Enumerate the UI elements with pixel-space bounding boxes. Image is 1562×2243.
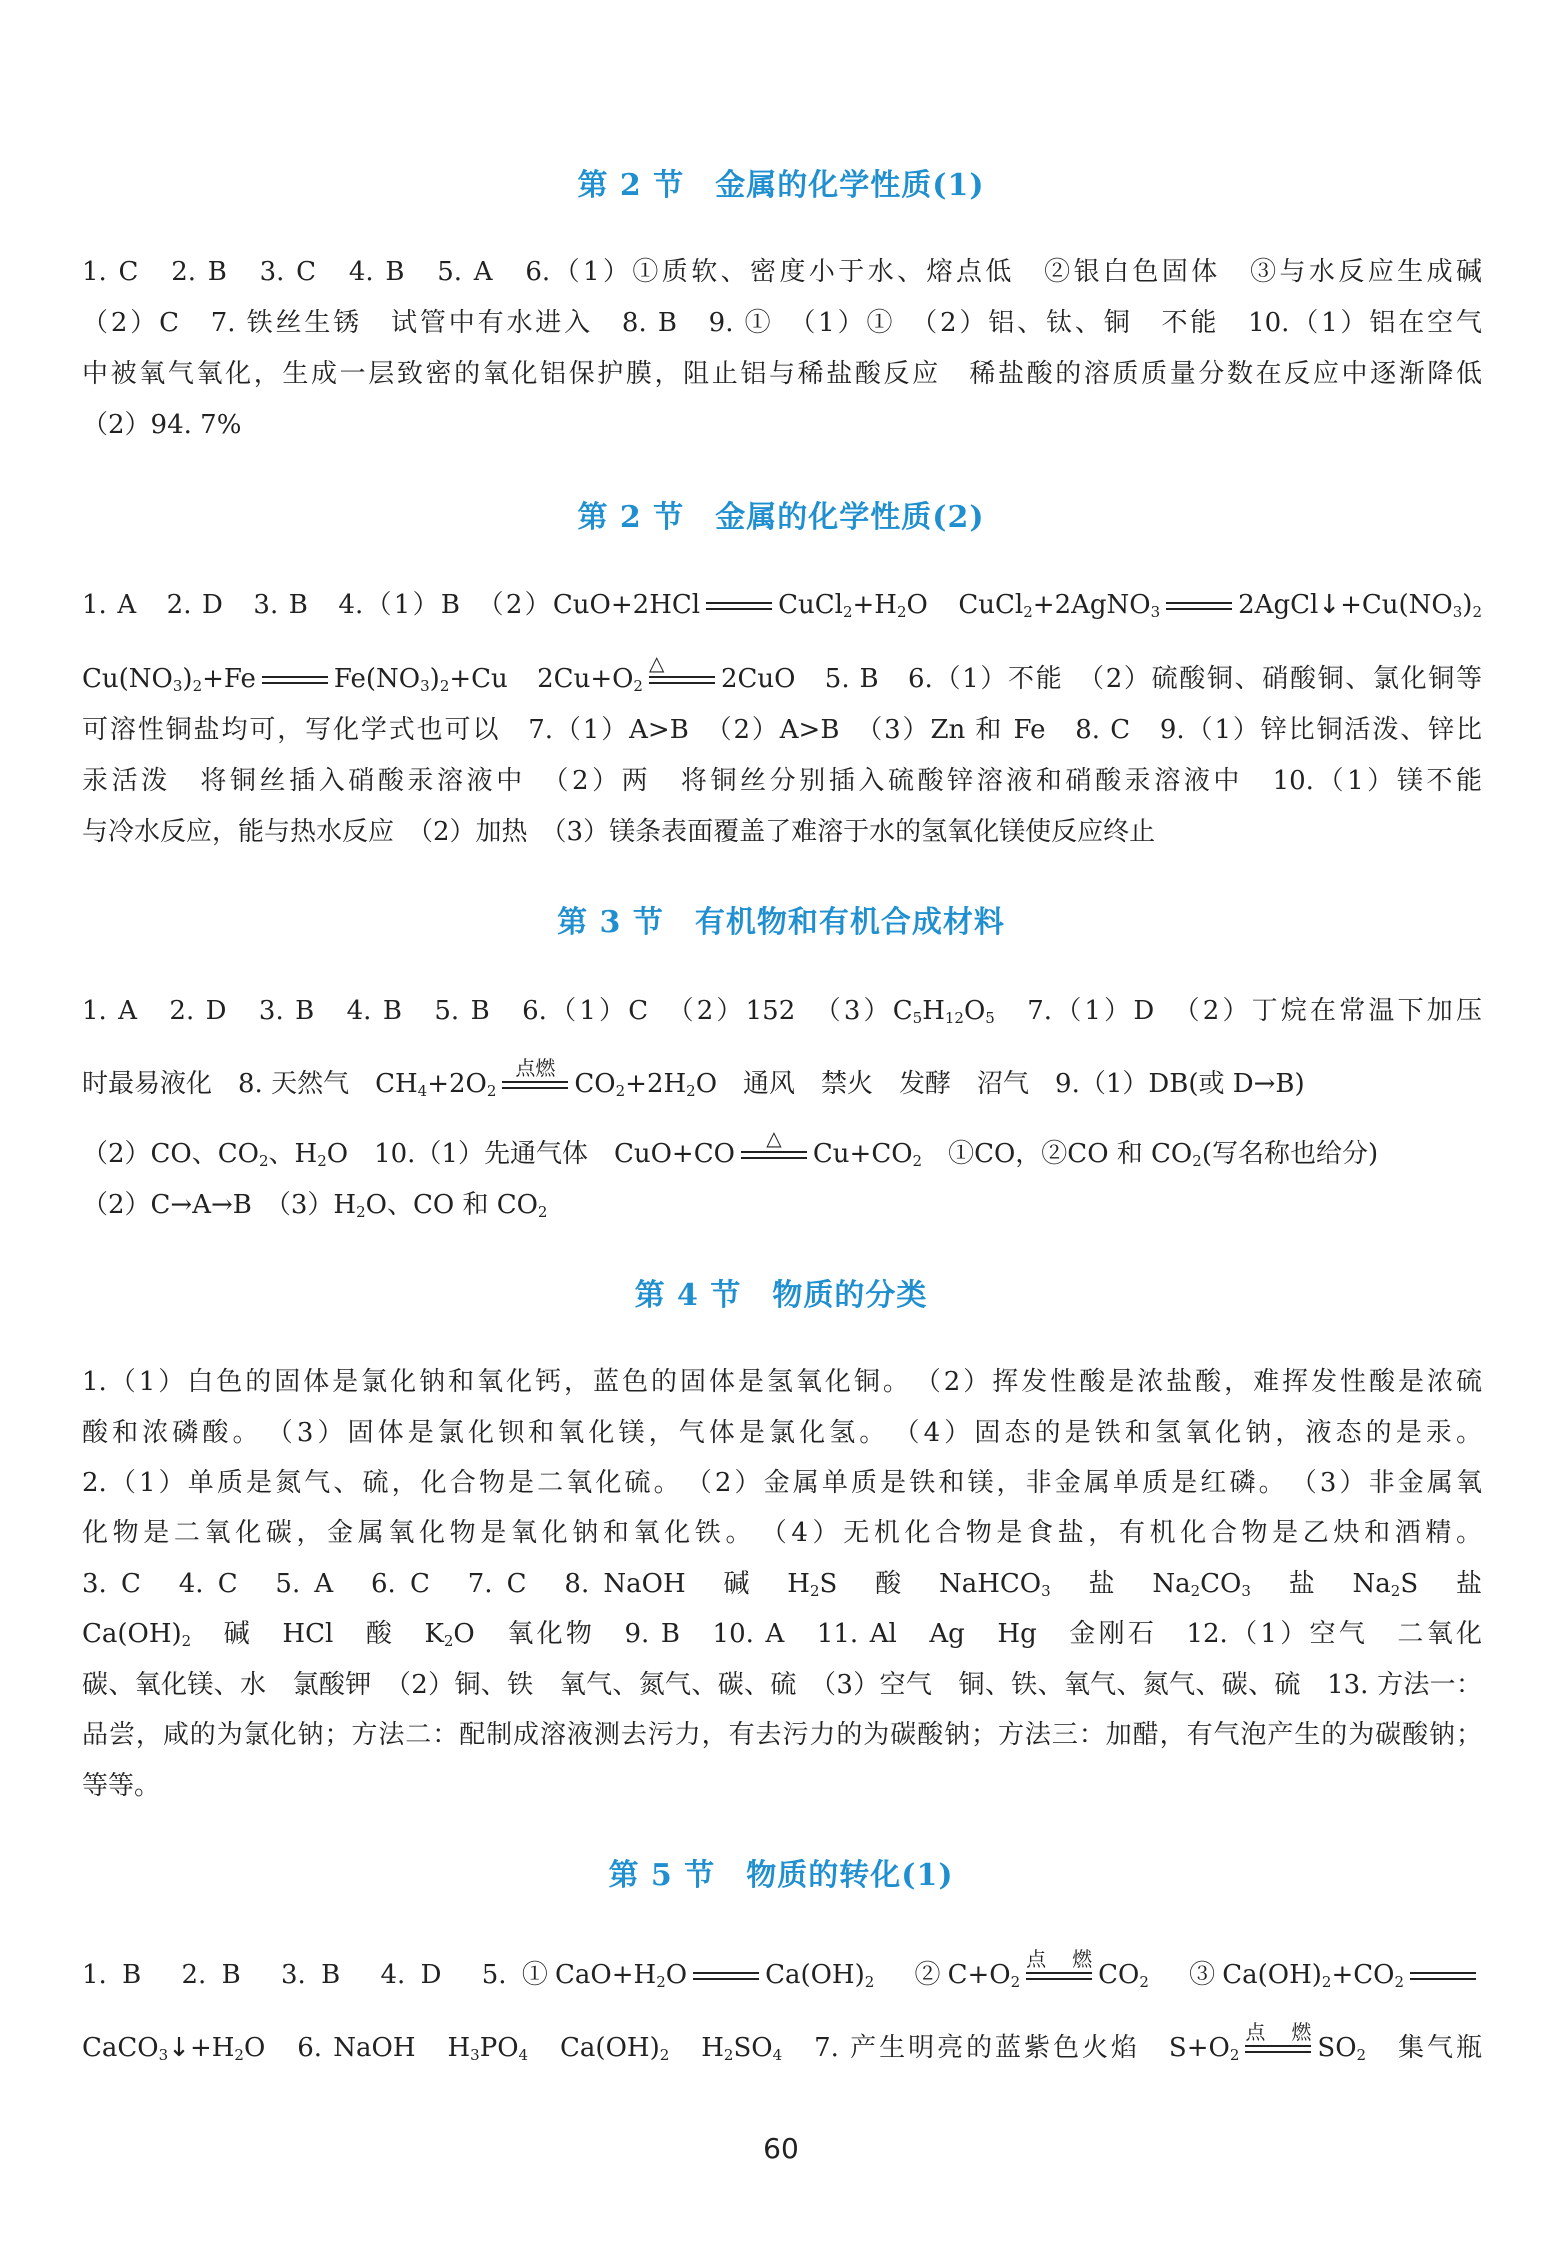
section-title: 第 5 节 物质的转化(1) <box>608 1858 954 1893</box>
ignite-condition: 点燃 <box>1026 1972 1092 1980</box>
answer-line: 品尝，咸的为氯化钠；方法二：配制成溶液测去污力，有去污力的为碳酸钠；方法三：加醋，有气泡产生的为碳酸钠； <box>82 1720 1482 1750</box>
answer-line: 1.（1）白色的固体是氯化钠和氧化钙，蓝色的固体是氢氧化铜。 （2）挥发性酸是浓盐酸，难挥发性酸是浓硫 <box>82 1367 1482 1397</box>
answer-line: 1. A 2. D 3. B 4.（1）B （2）CuO+2HCl $CuCl_2+H_2O$ CuCl$_2$+2AgNO$_3$ $2AgCl↓+Cu(NO_3)_2$ <box>82 590 1482 621</box>
answer-line: 酸和浓磷酸。 （3）固体是氯化钡和氧化镁，气体是氯化氢。 （4）固态的是铁和氢氧化钠，液态的是汞。 <box>82 1418 1482 1448</box>
answer-line: 3. C 4. C 5. A 6. C 7. C 8. NaOH 碱 $H_2S$ 酸 NaHCO$_3$ 盐 $Na_2CO_3$ 盐 $Na_2S$ 盐 <box>82 1569 1482 1600</box>
answer-line: （2）C→A→B $(3)H_2O$、CO 和 $CO_2$ <box>82 1190 548 1221</box>
answer-line: 可溶性铜盐均可，写化学式也可以 7.（1）A>B （2）A>B （3）Zn 和 Fe 8. C 9.（1）锌比铜活泼、锌比 <box>82 715 1482 745</box>
section-title: 第 4 节 物质的分类 <box>634 1278 928 1313</box>
answer-line: 1. B 2. B 3. B 4. D 5. $①CaO+H_2O$ $Ca(OH)_2$ $②C+O_2$ 点燃 $CO_2$ $③Ca(OH)_2+CO_2$ <box>82 1958 1482 1992</box>
answer-line: （2）C 7. 铁丝生锈 试管中有水进入 8. B 9. ① （1）① （2）铝、钛、铜 不能 10.（1）铝在空气 <box>82 308 1482 338</box>
heat-condition: △ <box>741 1151 807 1159</box>
heat-condition: △ <box>649 676 715 684</box>
answer-line: 中被氧气氧化，生成一层致密的氧化铝保护膜，阻止铝与稀盐酸反应 稀盐酸的溶质质量分数在反应中逐渐降低 <box>82 359 1482 389</box>
answer-line: $Ca(OH)_2$ 碱 HCl 酸 $K_2O$ 氧化物 9. B 10. A 11. Al Ag Hg 金刚石 12.（1）空气 二氧化 <box>82 1619 1483 1650</box>
section-title: 第 2 节 金属的化学性质(2) <box>577 500 985 535</box>
answer-line: 等等。 <box>82 1771 161 1801</box>
ignite-condition: 点燃 <box>1245 2045 1311 2053</box>
answer-line: 1. A 2. D 3. B 4. B 5. B 6.（1）C （2）152 $(3)C_5H_{12}O_5$ 7.（1）D （2）丁烷在常温下加压 <box>82 996 1482 1027</box>
answer-line: （2）94. 7% <box>82 410 242 440</box>
answer-line: （2）CO、$CO_2$、$H_2O$ 10.（1）先通气体 CuO+CO △ $Cu+CO_2$ ①CO，②CO 和 $CO_2$(写名称也给分) <box>82 1126 1379 1170</box>
page-number: 60 <box>763 2132 799 2165</box>
answer-line: 汞活泼 将铜丝插入硝酸汞溶液中 （2）两 将铜丝分别插入硫酸锌溶液和硝酸汞溶液中 10.（1）镁不能 <box>82 766 1482 796</box>
answer-line: 化物是二氧化碳，金属氧化物是氧化钠和氧化铁。 （4）无机化合物是食盐，有机化合物是乙炔和酒精。 <box>82 1518 1482 1548</box>
answer-line: $Cu(NO_3)_2+Fe$ $Fe(NO_3)_2+Cu$ $2Cu+O_2$ △ 2CuO 5. B 6.（1）不能 （2）硫酸铜、硝酸铜、氯化铜等 <box>82 651 1482 695</box>
section-title: 第 2 节 金属的化学性质(1) <box>577 168 985 203</box>
answer-line: 1. C 2. B 3. C 4. B 5. A 6.（1）①质软、密度小于水、熔点低 ②银白色固体 ③与水反应生成碱 <box>82 257 1482 287</box>
answer-line: 碳、氧化镁、水 氯酸钾 （2）铜、铁 氧气、氮气、碳、硫 （3）空气 铜、铁、氧气、氮气、碳、硫 13. 方法一： <box>82 1670 1482 1700</box>
section-title: 第 3 节 有机物和有机合成材料 <box>557 905 1005 940</box>
answer-line: 时最易液化 8. 天然气 $CH_4+2O_2$ 点燃 $CO_2+2H_2O$ 通风 禁火 发酵 沼气 9.（1）DB(或 D→B) <box>82 1056 1305 1100</box>
answer-line: $CaCO_3↓+H_2O$ 6. NaOH $H_3PO_4$ $Ca(OH)_2$ $H_2SO_4$ 7. 产生明亮的蓝紫色火焰 $S+O_2$ 点燃 $SO_2$ 集气瓶 <box>82 2020 1482 2064</box>
ignite-condition: 点燃 <box>502 1081 568 1089</box>
answer-line: 2.（1）单质是氮气、硫，化合物是二氧化硫。 （2）金属单质是铁和镁，非金属单质是红磷。 （3）非金属氧 <box>82 1468 1482 1498</box>
answer-line: 与冷水反应，能与热水反应 （2）加热 （3）镁条表面覆盖了难溶于水的氢氧化镁使反应终止 <box>82 817 1156 847</box>
